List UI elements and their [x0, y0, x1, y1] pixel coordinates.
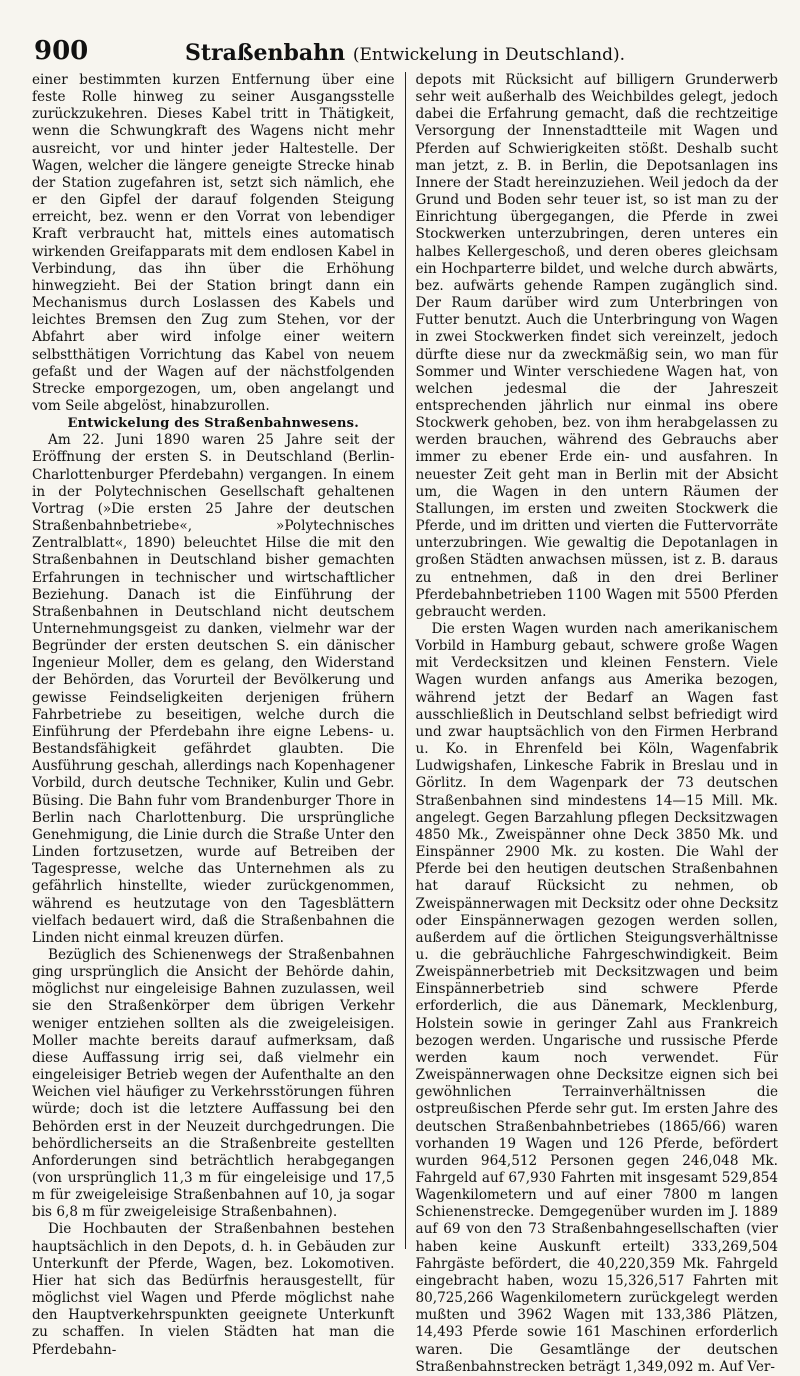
column-divider: [405, 72, 406, 1249]
paragraph: Die ersten Wagen wurden nach amerikanischem Vorbild in Hamburg gebaut, schwere große Wagen mit Verdecksitzen und kleinen Fenstern. Viele Wagen wurden anfangs aus Amerika bezogen, während jetzt der Bedarf an Wagen fast ausschließlich in Deutschland selbst befriedigt wird und zwar hauptsächlich von den Firmen Herbrand u. Ko. in Ehrenfeld bei Köln, Wagenfabrik Ludwigshafen, Linkesche Fabrik in Breslau und in Görlitz. In dem Wagenpark der 73 deutschen Straßenbahnen sind mindestens 14—15 Mill. Mk. angelegt. Gegen Barzahlung pflegen Decksitzwagen 4850 Mk., Zweispänner ohne Deck 3850 Mk. und Einspänner 2900 Mk. zu kosten. Die Wahl der Pferde bei den heutigen deutschen Straßenbahnen hat darauf Rücksicht zu nehmen, ob Zweispännerwagen mit Decksitz oder ohne Decksitz oder Einspännerwagen gezogen werden sollen, außerdem auf die örtlichen Steigungsverhältnisse u. die gebräuchliche Fahrgeschwindigkeit. Beim Zweispännerbetrieb mit Decksitzwagen und beim Einspännerbetrieb sind schwere Pferde erforderlich, die aus Dänemark, Mecklenburg, Holstein sowie in geringer Zahl aus Frankreich bezogen werden. Ungarische und russische Pferde werden kaum noch verwendet. Für Zweispännerwagen ohne Decksitze eignen sich bei gewöhnlichen Terrainverhältnissen die ostpreußischen Pferde sehr gut. Im ersten Jahre des deutschen Straßenbahnbetriebes (1865/66) waren vorhanden 19 Wagen und 126 Pferde, befördert wurden 964,512 Personen gegen 246,048 Mk. Fahrgeld auf 67,930 Fahrten mit insgesamt 529,854 Wagenkilometern und auf einer 7800 m langen Schienenstrecke. Demgegenüber wurden im J. 1889 auf 69 von den 73 Straßenbahngesellschaften (vier haben keine Auskunft erteilt) 333,269,504 Fahrgäste befördert, die 40,220,359 Mk. Fahrgeld eingebracht haben, wozu 15,326,517 Fahrten mit 80,725,266 Wagenkilometern zurückgelegt werden mußten und 3962 Wagen mit 133,386 Plätzen, 14,493 Pferde sowie 161 Maschinen erforderlich waren. Die Gesamtlänge der deutschen Straßenbahnstrecken beträgt 1,349,092 m. Auf Ver-: [415, 621, 778, 1375]
paragraph: depots mit Rücksicht auf billigern Grunderwerb sehr weit außerhalb des Weichbildes gelegt, jedoch dabei die Erfahrung gemacht, daß die rechtzeitige Versorgung der Innenstadtteile mit Wagen und Pferden auf Schwierigkeiten stößt. Deshalb sucht man jetzt, z. B. in Berlin, die Depotsanlagen ins Innere der Stadt hereinzuziehen. Weil jedoch da der Grund und Boden sehr teuer ist, so ist man zu der Einrichtung übergegangen, die Pferde in zwei Stockwerken unterzubringen, deren unteres ein halbes Kellergeschoß, und deren oberes gleichsam ein Hochparterre bildet, und welche durch abwärts, bez. aufwärts gehende Rampen zugänglich sind. Der Raum darüber wird zum Unterbringen von Futter benutzt. Auch die Unterbringung von Wagen in zwei Stockwerken findet sich vereinzelt, jedoch dürfte diese nur da zweckmäßig sein, wo man für Sommer und Winter verschiedene Wagen hat, von welchen jedesmal die der Jahreszeit entsprechenden jährlich nur einmal ins obere Stockwerk gehoben, bez. von ihm herabgelassen zu werden brauchen, während des Gebrauchs aber immer zu ebener Erde ein- und ausfahren. In neuester Zeit geht man in Berlin mit der Absicht um, die Wagen in den untern Räumen der Stallungen, im ersten und zweiten Stockwerk die Pferde, und im dritten und vierten die Futtervorräte unterzubringen. Wie gewaltig die Depotanlagen in großen Städten anwachsen müssen, ist z. B. daraus zu entnehmen, daß in den drei Berliner Pferdebahnbetrieben 1100 Wagen mit 5500 Pferden gebraucht werden.: [415, 72, 778, 620]
paragraph: Bezüglich des Schienenwegs der Straßenbahnen ging ursprünglich die Ansicht der Behörde dahin, möglichst nur eingeleisige Bahnen zuzulassen, weil sie den Straßenkörper dem übrigen Verkehr weniger entziehen sollten als die zweigeleisigen. Moller machte bereits darauf aufmerksam, daß diese Auffassung irrig sei, daß vielmehr ein eingeleisiger Betrieb wegen der Aufenthalte an den Weichen viel häufiger zu Verkehrsstörungen führen würde; doch ist die letztere Auffassung bei den Behörden erst in der Neuzeit durchgedrungen. Die behördlicherseits an die Straßenbreite gestellten Anforderungen sind beträchtlich herabgegangen (von ursprünglich 11,3 m für eingeleisige und 17,5 m für zweigeleisige Straßenbahnen auf 10, ja sogar bis 6,8 m für zweigeleisige Straßenbahnen).: [32, 946, 395, 1221]
left-column: [32, 72, 395, 1358]
page-header: [32, 18, 778, 66]
paragraph: Am 22. Juni 1890 waren 25 Jahre seit der Eröffnung der ersten S. in Deutschland (Berlin-Charlottenburger Pferdebahn) vergangen. In einem in der Polytechnischen Gesellschaft gehaltenen Vortrag (»Die ersten 25 Jahre der deutschen Straßenbahnbetriebe«, »Polytechnisches Zentralblatt«, 1890) beleuchtet Hilse die mit den Straßenbahnen in Deutschland bisher gemachten Erfahrungen in technischer und wirtschaftlicher Beziehung. Danach ist die Einführung der Straßenbahnen in Deutschland nicht deutschem Unternehmungsgeist zu danken, vielmehr war der Begründer der ersten deutschen S. ein dänischer Ingenieur Moller, dem es gelang, den Widerstand der Behörden, das Vorurteil der Bevölkerung und gewisse Feindseligkeiten derjenigen frühern Fahrbetriebe zu beseitigen, welche durch die Einführung der Pferdebahn ihre eigne Lebens- u. Bestandsfähigkeit gefährdet glaubten. Die Ausführung geschah, allerdings nach Kopenhagener Vorbild, durch deutsche Techniker, Kulin und Gebr. Büsing. Die Bahn fuhr vom Brandenburger Thore in Berlin nach Charlottenburg. Die ursprüngliche Genehmigung, die Linie durch die Straße Unter den Linden fortzusetzen, wurde auf Betreiben der Tagespresse, welche das Unternehmen als zu gefährlich hinstellte, wieder zurückgenommen, während es heutzutage von den Tagesblättern vielfach bedauert wird, daß die Straßenbahnen die Linden nicht einmal kreuzen dürfen.: [32, 432, 395, 946]
text-columns: [32, 72, 778, 1375]
right-column: [415, 72, 779, 1375]
section-heading: Entwickelung des Straßenbahnwesens.: [67, 416, 359, 432]
running-title-main: Straßenbahn: [184, 40, 346, 66]
running-title-subtitle: (Entwickelung in Deutschland).: [352, 45, 626, 65]
page-number: 900: [34, 36, 89, 66]
paragraph: einer bestimmten kurzen Entfernung über eine feste Rolle hinweg zu seiner Ausgangsstelle zurückzukehren. Dieses Kabel tritt in Thätigkeit, wenn die Schwungkraft des Wagens nicht mehr ausreicht, vor und hinter jeder Haltestelle. Der Wagen, welcher die längere geneigte Strecke hinab der Station zugefahren ist, setzt sich nämlich, ehe er den Gipfel der darauf folgenden Steigung erreicht, bez. wenn er den Vorrat von lebendiger Kraft verbraucht hat, mittels eines automatisch wirkenden Greifapparats mit dem endlosen Kabel in Verbindung, das ihn über die Erhöhung hinwegzieht. Bei der Station bringt dann ein Mechanismus durch Loslassen des Kabels und leichtes Bremsen den Zug zum Stehen, vor der Abfahrt aber wird infolge einer weitern selbstthätigen Vorrichtung das Kabel von neuem gefaßt und der Wagen auf der nächstfolgenden Strecke emporgezogen, um, oben angelangt und vom Seile abgelöst, hinabzurollen.: [32, 72, 395, 414]
running-title: [32, 40, 778, 66]
paragraph: Die Hochbauten der Straßenbahnen bestehen hauptsächlich in den Depots, d. h. in Gebäuden zur Unterkunft der Pferde, Wagen, bez. Lokomotiven. Hier hat sich das Bedürfnis herausgestellt, für möglichst viel Wagen und Pferde möglichst nahe den Hauptverkehrspunkten geeignete Unterkunft zu schaffen. In vielen Städten hat man die Pferdebahn-: [32, 1221, 395, 1358]
